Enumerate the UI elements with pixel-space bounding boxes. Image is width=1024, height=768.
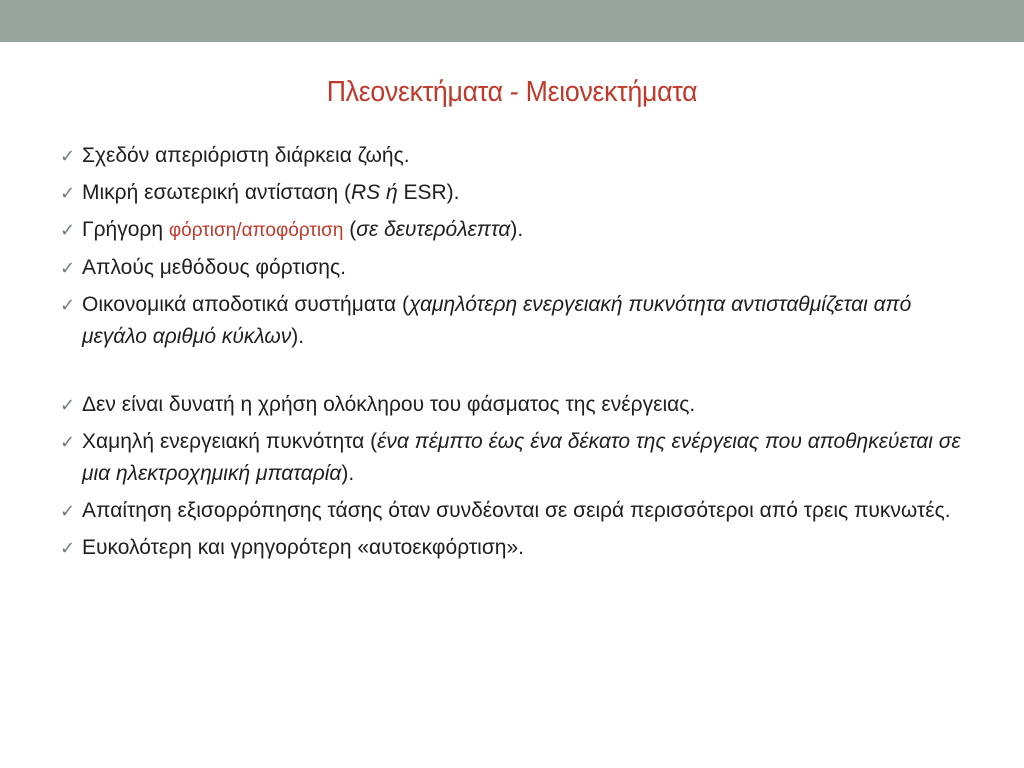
bullet-item-9 (60, 532, 980, 564)
check-icon: ✓ (60, 295, 76, 315)
check-icon: ✓ (60, 146, 76, 166)
bullet-text-pre: Μικρή εσωτερική αντίσταση ( (82, 181, 351, 204)
bullet-text-italic: χαμηλότερη ενεργειακή πυκνότητα αντισταθμίζεται από μεγάλο αριθμό κύκλων (82, 293, 912, 348)
check-icon: ✓ (60, 220, 76, 240)
bullet-text-post: ). (510, 218, 524, 241)
check-icon: ✓ (60, 183, 76, 203)
bullet-text-italic: ένα πέμπτο έως ένα δέκατο της ενέργειας που αποθηκεύεται σε μια ηλεκτροχημική μπαταρία (82, 430, 961, 485)
bullet-item-7 (60, 426, 980, 490)
bullet-text-post: ). (291, 325, 305, 348)
bullet-text-mid: ( (343, 218, 357, 241)
bullet-item-2 (60, 177, 980, 209)
bullet-item-3 (60, 214, 980, 247)
bullet-text: Σχεδόν απεριόριστη διάρκεια ζωής. (82, 144, 410, 167)
highlighted-term: φόρτιση/αποφόρτιση (168, 220, 344, 241)
bullet-item-5 (60, 289, 980, 353)
bullet-item-4 (60, 252, 980, 284)
check-icon: ✓ (60, 538, 76, 558)
bullet-item-1 (60, 140, 980, 172)
bullet-text-pre: Οικονομικά αποδοτικά συστήματα ( (82, 293, 409, 316)
slide-title: Πλεονεκτήματα - Μειονεκτήματα (326, 76, 698, 108)
check-icon: ✓ (60, 501, 76, 521)
bullet-item-6 (60, 389, 980, 421)
check-icon: ✓ (60, 258, 76, 278)
bullet-text-pre: Χαμηλή ενεργειακή πυκνότητα ( (82, 430, 378, 453)
bullet-item-8 (60, 495, 980, 527)
bullet-text-italic: σε δευτερόλεπτα (356, 218, 511, 241)
bullet-text: Απλούς μεθόδους φόρτισης. (82, 256, 346, 279)
bullet-text-pre: Γρήγορη (82, 218, 169, 241)
bullet-text-italic: RS ή (351, 181, 398, 204)
bullet-text: Απαίτηση εξισορρόπησης τάσης όταν συνδέονται σε σειρά περισσότεροι από τρεις πυκνωτές. (82, 499, 951, 522)
check-icon: ✓ (60, 432, 76, 452)
bullet-text-post: ). (341, 462, 355, 485)
bullet-list (60, 140, 980, 569)
check-icon: ✓ (60, 395, 76, 415)
top-decorative-bar (0, 0, 1024, 42)
bullet-text: Ευκολότερη και γρηγορότερη «αυτοεκφόρτιση». (82, 536, 524, 559)
bullet-text-post: ESR). (397, 181, 460, 204)
bullet-text: Δεν είναι δυνατή η χρήση ολόκληρου του φάσματος της ενέργειας. (82, 393, 696, 416)
